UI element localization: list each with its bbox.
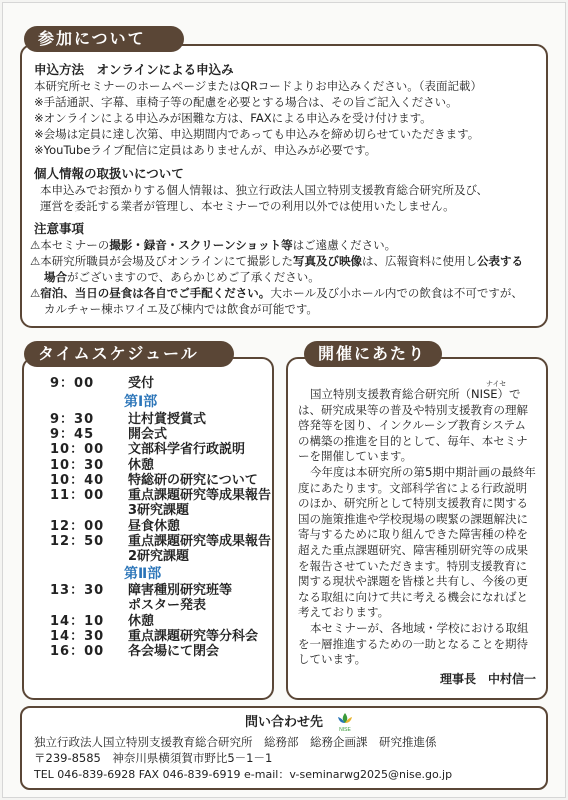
schedule-row	[50, 545, 189, 564]
participation-title: 参加について	[24, 26, 184, 52]
application-line-3: ※オンラインによる申込みが困難な方は、FAXによる申込みを受け付けます。	[34, 111, 432, 125]
note-2-line-2-post: がございますので、あらかじめご了承ください。	[67, 270, 320, 284]
schedule-label: 2研究課題	[128, 549, 190, 565]
foreword-line: 国立特別支援教育総合研究所（NISE）で	[310, 387, 521, 401]
schedule-label: 障害種別研究班等	[128, 582, 233, 598]
note-1-post: はご遠慮ください。	[292, 238, 397, 252]
contact-title: 問い合わせ先	[244, 715, 323, 730]
schedule-label: 重点課題研究等分科会	[128, 628, 259, 644]
foreword-line: 国の施策推進や学校現場の喫緊の課題解決に	[298, 511, 528, 526]
note-3-bold: ⚠宿泊、当日の昼食は各自でご手配ください。	[30, 286, 271, 300]
contact-line-3: TEL 046-839-6928 FAX 046-839-6919 e-mail：v-seminarwg2025@nise.go.jp	[34, 768, 453, 781]
schedule-row	[50, 372, 154, 391]
nise-logo	[332, 711, 358, 733]
application-heading: 申込方法 オンラインによる申込み	[34, 62, 234, 77]
note-1	[30, 238, 396, 253]
foreword-line: 関する現状や課題を皆様と共有し、今後の更	[298, 574, 528, 589]
note-3-line-2: カルチャー棟ホワイエ及び棟内では飲食が可能です。	[44, 302, 318, 316]
schedule-time: 14：30	[50, 628, 105, 644]
privacy-line-2: 運営を委託する業者が管理し、本セミナーでの利用以外では使用いたしません。	[40, 199, 455, 213]
schedule-label: 休憩	[128, 613, 155, 629]
foreword-line: 度にあたります。文部科学省による行政説明	[298, 480, 528, 495]
schedule-label: 昼食休憩	[128, 518, 181, 534]
note-2-line-2-bold: 場合	[44, 270, 67, 284]
notes-heading: 注意事項	[34, 221, 85, 236]
note-2-bold-2: 公表する	[476, 254, 523, 268]
schedule-label: ポスター発表	[128, 598, 207, 614]
schedule-time: 14：10	[50, 613, 105, 629]
note-2-pre: ⚠本研究所職員が会場及びオンラインにて撮影した	[30, 254, 293, 268]
note-2-bold: 写真及び映像	[292, 254, 362, 268]
schedule-time: 10：00	[50, 442, 105, 458]
schedule-label: 受付	[128, 376, 155, 391]
foreword-signature: 理事長 中村信一	[440, 672, 537, 686]
foreword-line: のほか、研究所として特別支援教育に関する	[298, 496, 528, 511]
foreword-line: の構築の推進を目的として、毎年、本セミナ	[298, 433, 528, 448]
note-3	[30, 286, 523, 301]
foreword-line: 本セミナーが、各地域・学校における取組	[310, 621, 529, 635]
note-2-mid: は、広報資料に使用し	[361, 254, 477, 268]
foreword-title: 開催にあたり	[304, 341, 442, 367]
schedule-part-heading: 第Ⅱ部	[124, 565, 162, 582]
schedule-time: 12：00	[50, 518, 105, 534]
foreword-line: は、研究成果等の普及や特別支援教育の理解	[298, 402, 528, 417]
schedule-label: 重点課題研究等成果報告	[128, 488, 272, 504]
schedule-time: 9：30	[50, 411, 95, 427]
contact-line-1: 独立行政法人国立特別支援教育総合研究所 総務部 総務企画課 研究推進係	[34, 735, 437, 749]
note-1-pre: ⚠本セミナーの	[30, 238, 110, 252]
foreword-line: 超えた重点課題研究、障害種別研究等の成果	[298, 543, 528, 557]
foreword-line: ーを開催しています。	[298, 449, 413, 464]
privacy-line-1: 本申込みでお預かりする個人情報は、独立行政法人国立特別支援教育総合研究所及び、	[40, 183, 489, 197]
schedule-time: 10：40	[50, 472, 105, 488]
application-line-5: ※YouTubeライブ配信に定員はありませんが、申込みが必要です。	[34, 143, 377, 157]
schedule-label: 開会式	[128, 426, 168, 442]
schedule-time: 12：50	[50, 534, 105, 549]
note-1-bold: 撮影・録音・スクリーンショット等	[109, 238, 293, 252]
schedule-label: 休憩	[128, 457, 155, 473]
schedule-label: 3研究課題	[128, 503, 190, 519]
foreword-ruby: ナイセ	[486, 380, 507, 388]
application-line-4: ※会場は定員に達し次第、申込期間内であっても申込みを締め切らせていただきます。	[34, 127, 480, 141]
schedule-part-heading: 第Ⅰ部	[124, 394, 158, 411]
foreword-line: を一層推進するための一助となることを期待	[298, 636, 528, 651]
schedule-label: 辻村賞授賞式	[128, 411, 207, 427]
foreword-line: 考えております。	[298, 605, 390, 620]
contact-line-2: 〒239-8585 神奈川県横須賀市野比5－1－1	[34, 751, 273, 765]
note-2-line-2	[44, 270, 320, 285]
nise-logo-icon	[332, 711, 358, 733]
foreword-line: を報告させていただきます。特別支援教育に	[298, 558, 528, 573]
schedule-title: タイムスケジュール	[24, 341, 234, 367]
schedule-time: 10：30	[50, 457, 105, 473]
nise-logo-text: NISE	[339, 727, 351, 733]
schedule-time: 16：00	[50, 644, 105, 660]
schedule-label: 各会場にて閉会	[128, 644, 220, 660]
application-line-2: ※手話通訳、字幕、車椅子等の配慮を必要とする場合は、その旨ご記入ください。	[34, 95, 458, 109]
foreword-line: 今年度は本研究所の第5期中期計画の最終年	[310, 465, 536, 479]
note-3-post: 大ホール及び小ホール内での飲食は不可ですが、	[270, 286, 523, 300]
schedule-time: 13：30	[50, 582, 105, 598]
foreword-line: 啓発等を図り、インクルーシブ教育システム	[298, 418, 527, 433]
foreword-line: 寄与するために取り組んできた障害種の枠を	[298, 527, 528, 542]
schedule-time: 9：45	[50, 426, 95, 442]
schedule-time: 9：00	[50, 376, 95, 391]
schedule-label: 重点課題研究等成果報告	[128, 534, 272, 549]
schedule-label: 特総研の研究について	[128, 472, 258, 488]
application-line-1: 本研究所セミナーのホームページまたはQRコードよりお申込みください。（表面記載）	[34, 79, 483, 93]
schedule-time: 11：00	[50, 488, 105, 504]
schedule-row	[50, 640, 219, 659]
privacy-heading: 個人情報の取扱いについて	[34, 166, 184, 181]
schedule-label: 文部科学省行政説明	[128, 442, 246, 458]
foreword-line: なる取組に向けて共に考える機会になればと	[298, 589, 528, 604]
note-2	[30, 254, 523, 269]
foreword-line: しています。	[298, 652, 367, 667]
